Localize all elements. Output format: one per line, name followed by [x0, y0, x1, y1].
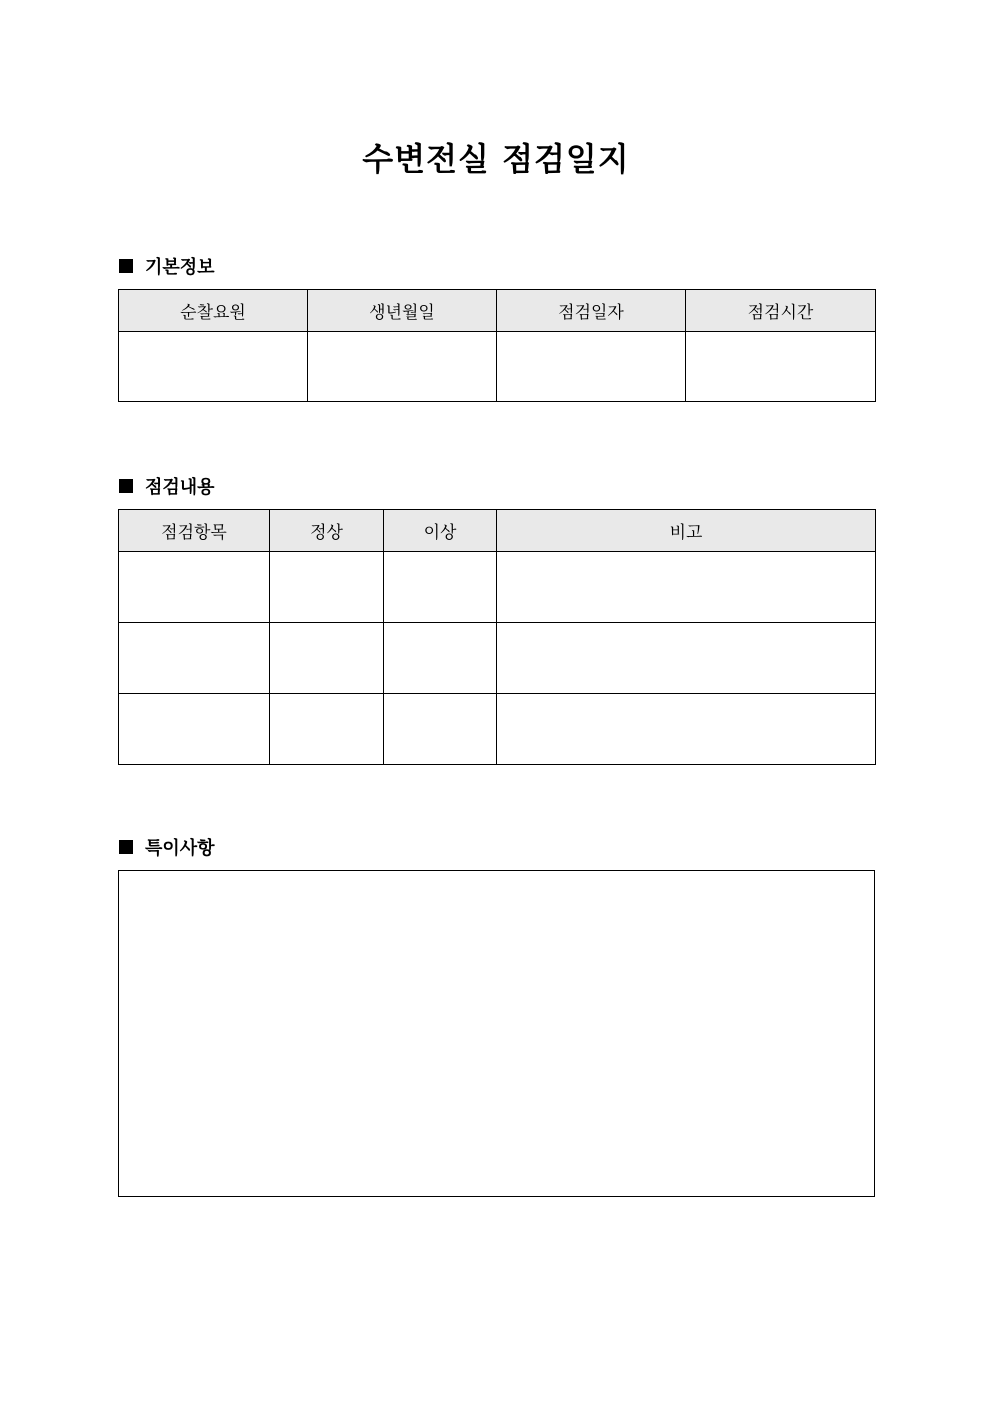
notes-heading-label: 특이사항 — [145, 838, 215, 859]
square-bullet-icon — [119, 840, 133, 854]
col-header-patrol-staff: 순찰요원 — [119, 290, 308, 332]
item-cell[interactable] — [119, 623, 270, 694]
inspection-date-cell[interactable] — [497, 332, 686, 402]
square-bullet-icon — [119, 479, 133, 493]
notes-heading — [119, 834, 215, 860]
basic-info-header-row — [119, 290, 876, 332]
patrol-staff-cell[interactable] — [119, 332, 308, 402]
table-row — [119, 552, 876, 623]
abnormal-cell[interactable] — [384, 694, 497, 765]
normal-cell[interactable] — [270, 552, 384, 623]
inspection-time-cell[interactable] — [686, 332, 876, 402]
abnormal-cell[interactable] — [384, 552, 497, 623]
remarks-cell[interactable] — [497, 694, 876, 765]
col-header-remarks: 비고 — [497, 510, 876, 552]
normal-cell[interactable] — [270, 623, 384, 694]
col-header-abnormal: 이상 — [384, 510, 497, 552]
col-header-birth-date: 생년월일 — [308, 290, 497, 332]
table-row — [119, 694, 876, 765]
remarks-cell[interactable] — [497, 623, 876, 694]
col-header-inspection-date: 점검일자 — [497, 290, 686, 332]
col-header-normal: 정상 — [270, 510, 384, 552]
document-title: 수변전실 점검일지 — [362, 140, 630, 178]
col-header-item: 점검항목 — [119, 510, 270, 552]
square-bullet-icon — [119, 259, 133, 273]
birth-date-cell[interactable] — [308, 332, 497, 402]
inspection-table — [118, 509, 876, 765]
abnormal-cell[interactable] — [384, 623, 497, 694]
item-cell[interactable] — [119, 694, 270, 765]
basic-info-heading-label: 기본정보 — [145, 257, 215, 278]
inspection-heading — [119, 473, 215, 499]
inspection-heading-label: 점검내용 — [145, 477, 215, 498]
item-cell[interactable] — [119, 552, 270, 623]
notes-box[interactable] — [118, 870, 875, 1197]
inspection-header-row — [119, 510, 876, 552]
basic-info-table — [118, 289, 876, 402]
normal-cell[interactable] — [270, 694, 384, 765]
basic-info-entry-row — [119, 332, 876, 402]
col-header-inspection-time: 점검시간 — [686, 290, 876, 332]
table-row — [119, 623, 876, 694]
remarks-cell[interactable] — [497, 552, 876, 623]
basic-info-heading — [119, 253, 215, 279]
